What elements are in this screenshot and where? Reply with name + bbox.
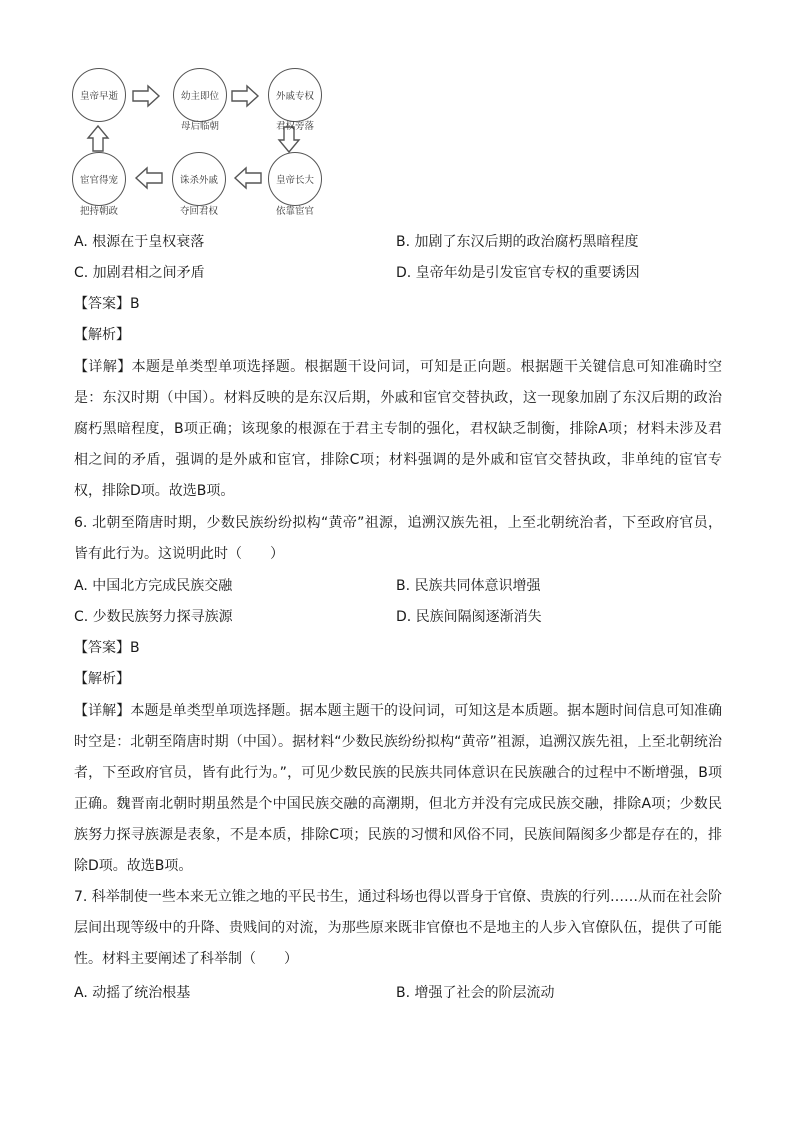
arrow-right-icon: [133, 86, 159, 106]
q5-answer: 【答案】B: [74, 296, 140, 312]
arrow-up-icon: [88, 126, 108, 151]
node-consort-clan: 外戚专权: [268, 68, 322, 122]
q7-option-a: A. 动摇了统治根基: [74, 985, 191, 1001]
q5-analysis-heading: 【解析】: [74, 327, 130, 343]
node-young-ruler: 幼主即位: [173, 68, 227, 122]
q6-answer: 【答案】B: [74, 640, 140, 656]
q6-option-b: B. 民族共同体意识增强: [396, 578, 541, 594]
q5-option-a: A. 根源在于皇权衰落: [74, 234, 205, 250]
q6-stem: 6. 北朝至隋唐时期，少数民族纷纷拟构“黄帝”祖源，追溯汉族先祖，上至北朝统治者，下至政府官员，皆有此行为。这说明此时（ ）: [74, 515, 722, 562]
q5-option-c: C. 加剧君相之间矛盾: [74, 265, 205, 281]
q7-stem: 7. 科举制使一些本来无立锥之地的平民书生，通过科场也得以晋身于官僚、贵族的行列……从而在社会阶层间出现等级中的升降、贵贱间的对流，为那些原来既非官僚也不是地主的人步入官僚队伍，提供了可能性。材料主要阐述了科举制（ ）: [74, 889, 722, 967]
node-young-ruler-caption: 母后临朝: [180, 121, 219, 132]
node-eunuch-favored-caption: 把持朝政: [79, 206, 118, 217]
q6-analysis-heading: 【解析】: [74, 671, 130, 687]
q6-option-c: C. 少数民族努力探寻族源: [74, 609, 233, 625]
q6-detail: 【详解】本题是单类型单项选择题。据本题主题干的设问词，可知这是本质题。据本题时间信息可知准确时空是：北朝至隋唐时期（中国）。据材料“少数民族纷纷拟构“黄帝”祖源，追溯汉族先祖，上至北朝统治者，下至政府官员，皆有此行为。”，可见少数民族的民族共同体意识在民族融合的过程中不断增强，B项正确。魏晋南北朝时期虽然是个中国民族交融的高潮期，但北方并没有完成民族交融，排除A项；少数民族努力探寻族源是表象，不是本质，排除C项；民族的习惯和风俗不同，民族间隔阂多少都是存在的，排除D项。故选B项。: [74, 703, 722, 874]
q6-option-d: D. 民族间隔阂逐渐消失: [396, 609, 542, 625]
q5-option-d: D. 皇帝年幼是引发宦官专权的重要诱因: [396, 265, 640, 281]
node-emperor-dies-early: 皇帝早逝: [72, 68, 126, 122]
q6-option-a: A. 中国北方完成民族交融: [74, 578, 233, 594]
node-emperor-grown: 皇帝长大: [268, 152, 322, 206]
q5-detail: 【详解】本题是单类型单项选择题。根据题干设问词，可知是正向题。根据题干关键信息可知准确时空是：东汉时期（中国）。材料反映的是东汉后期，外戚和宦官交替执政，这一现象加剧了东汉后期的政治腐朽黑暗程度，B项正确；该现象的根源在于君主专制的强化，君权缺乏制衡，排除A项；材料未涉及君相之间的矛盾，强调的是外戚和宦官，排除C项；材料强调的是外戚和宦官交替执政，非单纯的宦官专权，排除D项。故选B项。: [74, 359, 722, 499]
arrow-left-icon: [136, 168, 162, 188]
node-consort-clan-caption: 君权旁落: [275, 121, 314, 132]
arrow-left-icon: [235, 168, 261, 188]
node-kill-consort-caption: 夺回君权: [179, 206, 218, 217]
node-kill-consort: 诛杀外戚: [172, 152, 226, 206]
q5-option-b: B. 加剧了东汉后期的政治腐朽黑暗程度: [396, 234, 639, 250]
node-emperor-grown-caption: 依靠宦官: [275, 206, 314, 217]
node-eunuch-favored: 宦官得宠: [72, 152, 126, 206]
arrow-right-icon: [232, 86, 258, 106]
flow-diagram: [0, 0, 794, 230]
q7-option-b: B. 增强了社会的阶层流动: [396, 985, 555, 1001]
